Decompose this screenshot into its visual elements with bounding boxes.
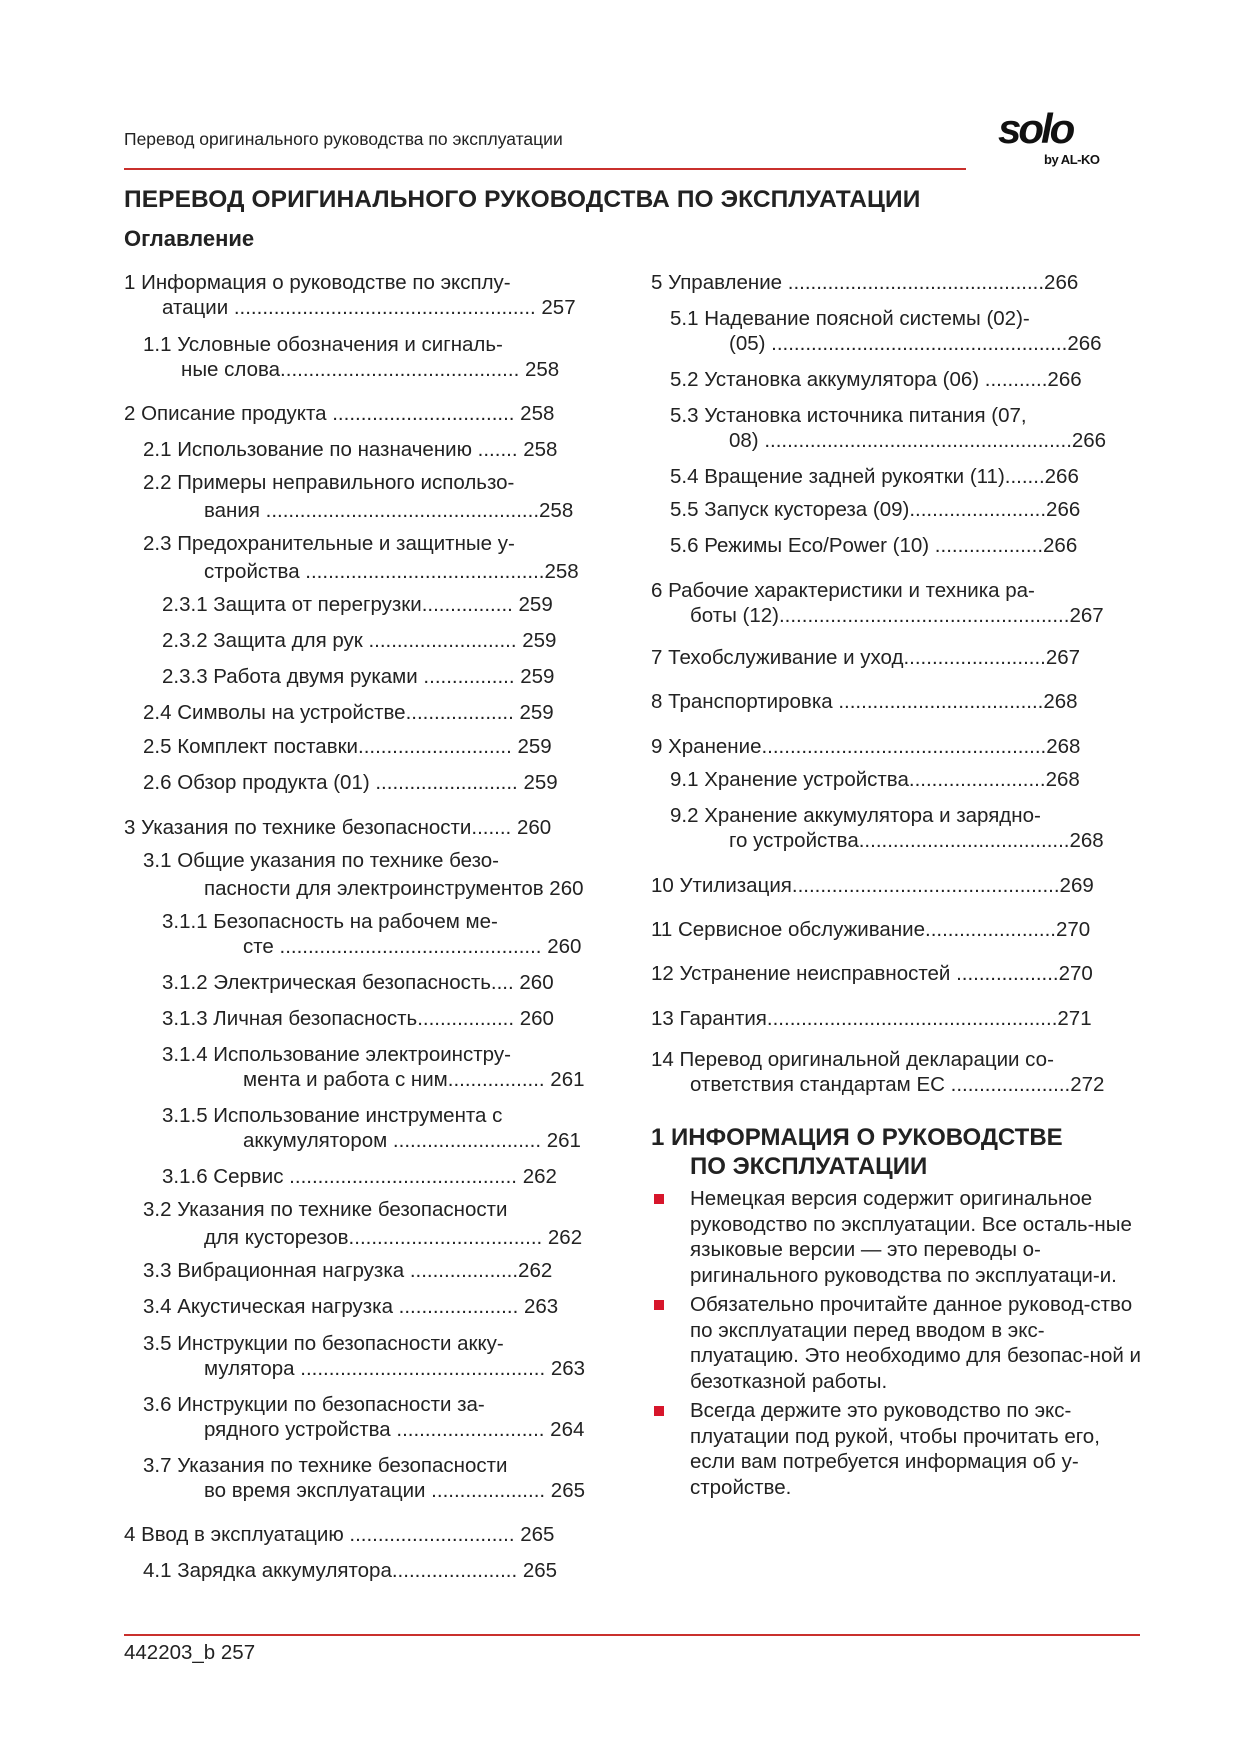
logo-wordmark: solo [998,105,1073,152]
toc-entry[interactable]: 2.1 Использование по назначению ....... 258 [143,438,558,461]
bullet-text: Обязательно прочитайте данное руковод-ство по эксплуатации перед вводом в экс-плуатацию. Это необходимо для безопас-ной и безотказной работы. [690,1293,1141,1393]
toc-entry[interactable]: 11 Сервисное обслуживание.......................270 [651,918,1091,941]
toc-entry[interactable]: 4.1 Зарядка аккумулятора...................... 265 [143,1559,558,1582]
toc-entry[interactable]: 4 Ввод в эксплуатацию ............................. 265 [124,1523,555,1546]
toc-entry[interactable]: 3.2 Указания по технике безопасности [143,1198,508,1221]
toc-entry[interactable]: 3.1.6 Сервис ........................................ 262 [162,1165,557,1188]
toc-entry[interactable]: 5.5 Запуск кустореза (09)........................266 [670,498,1081,521]
toc-entry[interactable]: 3.4 Акустическая нагрузка ..................... 263 [143,1295,559,1318]
toc-entry[interactable]: 3.6 Инструкции по безопасности за- [143,1393,485,1416]
toc-entry[interactable]: атации ..................................................... 257 [162,296,576,319]
toc-entry[interactable]: 2.5 Комплект поставки........................... 259 [143,735,552,758]
toc-entry[interactable]: мента и работа с ним................. 261 [243,1068,585,1091]
section-1-heading-line2: ПО ЭКСПЛУАТАЦИИ [690,1153,928,1180]
running-header: Перевод оригинального руководства по эксплуатации [124,129,563,149]
toc-entry[interactable]: 5.4 Вращение задней рукоятки (11).......266 [670,465,1079,488]
toc-entry[interactable]: во время эксплуатации .................... 265 [204,1479,585,1502]
toc-entry[interactable]: аккумулятором .......................... 261 [243,1129,581,1152]
section-1-heading [651,1123,1063,1181]
toc-entry[interactable]: 8 Транспортировка ....................................268 [651,690,1078,713]
toc-entry[interactable]: ответствия стандартам ЕС .....................272 [690,1073,1105,1096]
toc-entry[interactable]: 3.1.5 Использование инструмента с [162,1104,503,1127]
toc-entry[interactable]: го устройства.....................................268 [729,829,1104,852]
toc-entry[interactable]: для кусторезов.................................. 262 [204,1226,583,1249]
toc-entry[interactable]: 2.6 Обзор продукта (01) ......................... 259 [143,771,558,794]
toc-entry[interactable]: 12 Устранение неисправностей ..................270 [651,962,1093,985]
toc-entry[interactable]: 9.1 Хранение устройства........................268 [670,768,1080,791]
toc-entry[interactable]: 3.1 Общие указания по технике безо- [143,849,499,872]
toc-entry[interactable]: 2 Описание продукта ................................ 258 [124,402,555,425]
list-item [651,1398,1141,1500]
toc-entry[interactable]: 6 Рабочие характеристики и техника ра- [651,579,1035,602]
toc-entry[interactable]: 2.2 Примеры неправильного использо- [143,471,515,494]
toc-entry[interactable]: 2.4 Символы на устройстве................... 259 [143,701,554,724]
toc-entry[interactable]: 3.3 Вибрационная нагрузка ...................262 [143,1259,553,1282]
footer-divider [124,1634,1140,1636]
bullet-text: Всегда держите это руководство по экс-плуатации под рукой, чтобы прочитать его, если вам потребуется информация об у-стройстве. [690,1399,1100,1499]
toc-entry[interactable]: мулятора ........................................... 263 [204,1357,586,1380]
toc-entry[interactable]: 2.3.3 Работа двумя руками ................ 259 [162,665,555,688]
toc-entry[interactable]: 2.3.2 Защита для рук .......................... 259 [162,629,557,652]
toc-entry[interactable]: 5.6 Режимы Eco/Power (10) ...................266 [670,534,1078,557]
toc-entry[interactable]: 5.3 Установка источника питания (07, [670,404,1027,427]
toc-entry[interactable]: стройства ..........................................258 [204,560,579,583]
toc-entry[interactable]: 14 Перевод оригинальной декларации со- [651,1048,1054,1071]
toc-entry[interactable]: 7 Техобслуживание и уход.........................267 [651,646,1081,669]
section-1-bullet-list [651,1186,1141,1504]
toc-entry[interactable]: 2.3 Предохранительные и защитные у- [143,532,515,555]
toc-entry[interactable]: 08) ......................................................266 [729,429,1107,452]
toc-entry[interactable]: 9 Хранение..................................................268 [651,735,1081,758]
red-square-bullet-icon [654,1406,664,1416]
toc-entry[interactable]: 3.1.3 Личная безопасность................. 260 [162,1007,554,1030]
toc-entry[interactable]: боты (12)...................................................267 [690,604,1104,627]
toc-entry[interactable]: (05) ....................................................266 [729,332,1102,355]
toc-entry[interactable]: 9.2 Хранение аккумулятора и зарядно- [670,804,1041,827]
toc-entry[interactable]: 3 Указания по технике безопасности....... 260 [124,816,552,839]
section-1-heading-line1: 1 ИНФОРМАЦИЯ О РУКОВОДСТВЕ [651,1124,1063,1151]
list-item [651,1186,1141,1288]
toc-entry[interactable]: 3.1.2 Электрическая безопасность.... 260 [162,971,554,994]
toc-heading: Оглавление [124,226,255,251]
toc-entry[interactable]: 5.1 Надевание поясной системы (02)- [670,307,1030,330]
list-item [651,1292,1141,1394]
toc-entry[interactable]: 13 Гарантия...................................................271 [651,1007,1092,1030]
toc-entry[interactable]: 5.2 Установка аккумулятора (06) ...........266 [670,368,1082,391]
red-square-bullet-icon [654,1194,664,1204]
toc-entry[interactable]: 1 Информация о руководстве по эксплу- [124,271,511,294]
toc-entry[interactable]: вания ................................................258 [204,499,574,522]
header-divider [124,168,966,170]
toc-entry[interactable]: пасности для электроинструментов 260 [204,877,584,900]
toc-entry[interactable]: 3.7 Указания по технике безопасности [143,1454,508,1477]
page-title: ПЕРЕВОД ОРИГИНАЛЬНОГО РУКОВОДСТВА ПО ЭКСПЛУАТАЦИИ [124,186,921,213]
toc-entry[interactable]: 1.1 Условные обозначения и сигналь- [143,333,503,356]
red-square-bullet-icon [654,1300,664,1310]
toc-entry[interactable]: 3.1.1 Безопасность на рабочем ме- [162,910,498,933]
toc-entry[interactable]: ные слова.......................................... 258 [181,358,560,381]
toc-entry[interactable]: сте .............................................. 260 [243,935,582,958]
solo-logo [998,105,1116,170]
logo-subtext: by AL-KO [1044,152,1100,167]
toc-entry[interactable]: 3.5 Инструкции по безопасности акку- [143,1332,504,1355]
toc-entry[interactable]: рядного устройства .......................... 264 [204,1418,585,1441]
toc-entry[interactable]: 5 Управление .............................................266 [651,271,1079,294]
toc-entry[interactable]: 10 Утилизация...............................................269 [651,874,1094,897]
toc-entry[interactable]: 2.3.1 Защита от перегрузки................ 259 [162,593,553,616]
bullet-text: Немецкая версия содержит оригинальное руководство по эксплуатации. Все осталь-ные языковые версии — это переводы о-ригинального руководства по эксплуатаци-и. [690,1187,1132,1287]
toc-entry[interactable]: 3.1.4 Использование электроинстру- [162,1043,511,1066]
footer-page-number: 442203_b 257 [124,1641,256,1664]
